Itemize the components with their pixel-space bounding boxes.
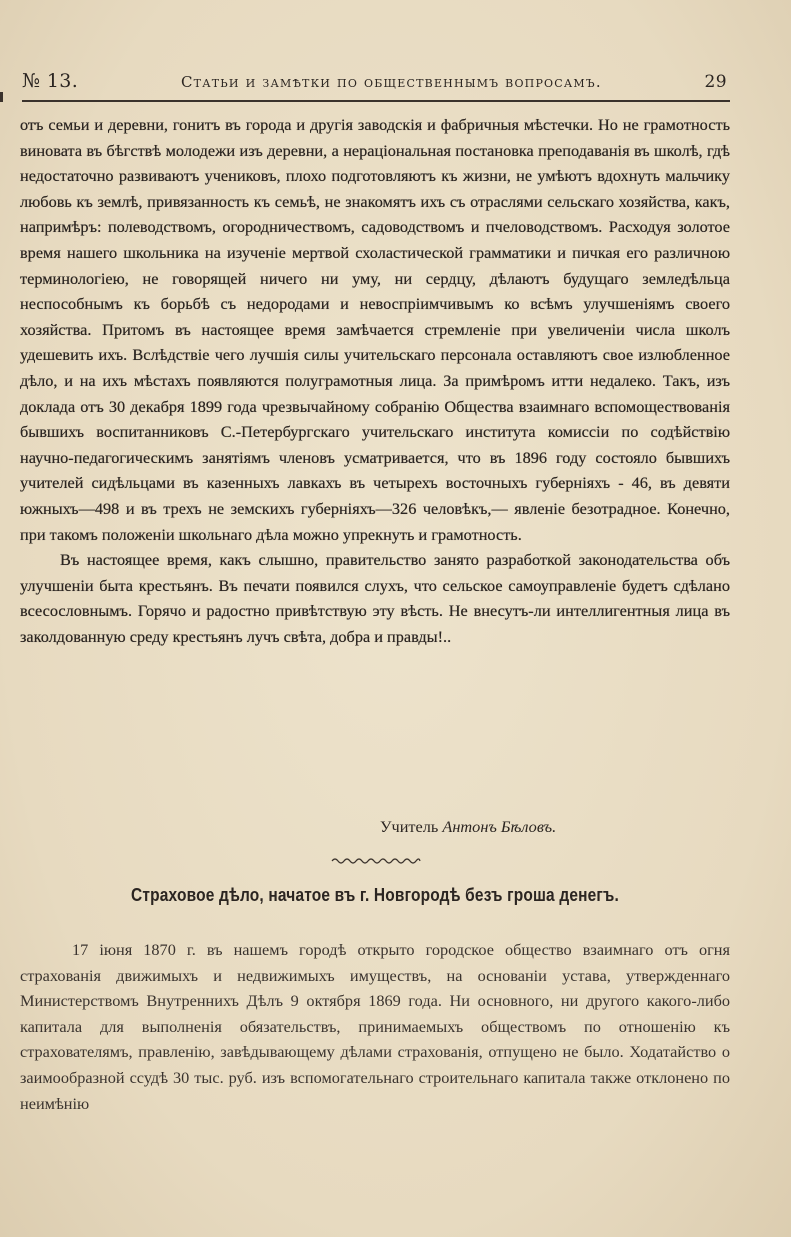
- paragraph: отъ семьи и деревни, гонитъ въ города и другія заводскія и фабричныя мѣстечки. Но не грамотность виновата въ бѣгствѣ молодежи изъ деревни, а нераціональная постановка преподаванія въ школѣ, гдѣ недостаточно развиваютъ учениковъ, плохо подготовляютъ къ жизни, не умѣютъ вдохнуть мальчику любовь къ землѣ, привязанность къ семьѣ, не знакомятъ ихъ съ отраслями сельскаго хозяйства, какъ, напримѣръ: полеводствомъ, огородничествомъ, садоводствомъ и пчеловодствомъ. Расходуя золотое время нашего школьника на изученіе мертвой схоластической грамматики и пичкая его различною терминологіею, не говорящей ничего ни уму, ни сердцу, дѣлаютъ будущаго земледѣльца неспособнымъ къ борьбѣ съ недородами и невоспріимчивымъ ко всѣмъ улучшеніямъ своего хозяйства. Притомъ въ настоящее время замѣчается стремленіе при увеличеніи числа школъ удешевить ихъ. Вслѣдствіе чего лучшія силы учительскаго персонала оставляютъ свое излюбленное дѣло, и на ихъ мѣстахъ появляются полуграмотныя лица. За примѣромъ итти недалеко. Такъ, изъ доклада отъ 30 декабря 1899 года чрезвычайному собранію Общества взаимнаго вспомоществованія бывшихъ воспитанниковъ С.-Петербургскаго учительскаго института комиссіи по содѣйствію научно-педагогическимъ занятіямъ членовъ усматривается, что въ 1896 году состояло бывшихъ учителей сидѣльцами въ казенныхъ лавкахъ въ четырехъ восточныхъ губерніяхъ - 46, въ девяти южныхъ—498 и въ трехъ не земскихъ губерніяхъ—326 человѣкъ,— явленіе безотрадное. Конечно, при такомъ положеніи школьнаго дѣла можно упрекнуть и грамотность.: [20, 115, 730, 544]
- article-body: [20, 112, 730, 649]
- section-heading: Страховое дѣло, начатое въ г. Новгородѣ безъ гроша денегъ.: [131, 885, 619, 905]
- page-number: 29: [704, 72, 727, 92]
- wavy-divider-ornament: [330, 856, 422, 866]
- paragraph: Въ настоящее время, какъ слышно, правительство занято разработкой законодательства объ улучшеніи быта крестьянъ. Въ печати появился слухъ, что сельское самоуправленіе будетъ сдѣлано всесословнымъ. Горячо и радостно привѣтствую эту вѣсть. Не внесутъ-ли интеллигентныя лица въ заколдованную среду крестьянъ лучъ свѣта, добра и правды!..: [20, 550, 730, 646]
- running-header: [22, 70, 727, 98]
- section-body: [20, 937, 730, 1116]
- issue-number: № 13.: [22, 70, 79, 92]
- signature: [380, 817, 680, 837]
- header-rule: [22, 100, 730, 102]
- paragraph: 17 іюня 1870 г. въ нашемъ городѣ открыто городское общество взаимнаго отъ огня страхованія движимыхъ и недвижимыхъ имуществъ, на основаніи устава, утвержденнаго Министерствомъ Внутреннихъ Дѣлъ 9 октября 1869 года. Ни основного, ни другого какого-либо капитала для выполненія обязательствъ, принимаемыхъ обществомъ по отношенію къ страхователямъ, правленію, завѣдывающему дѣлами страхованія, отпущено не было. Ходатайство о заимообразной ссудѣ 30 тыс. руб. изъ вспомогательнаго строительнаго капитала также отклонено по неимѣнію: [20, 940, 730, 1113]
- signature-name: Антонъ Бѣловъ.: [442, 817, 557, 836]
- signature-role: Учитель: [380, 817, 439, 836]
- running-title: Статьи и замѣтки по общественнымъ вопросамъ.: [181, 73, 602, 91]
- margin-mark: [0, 92, 3, 102]
